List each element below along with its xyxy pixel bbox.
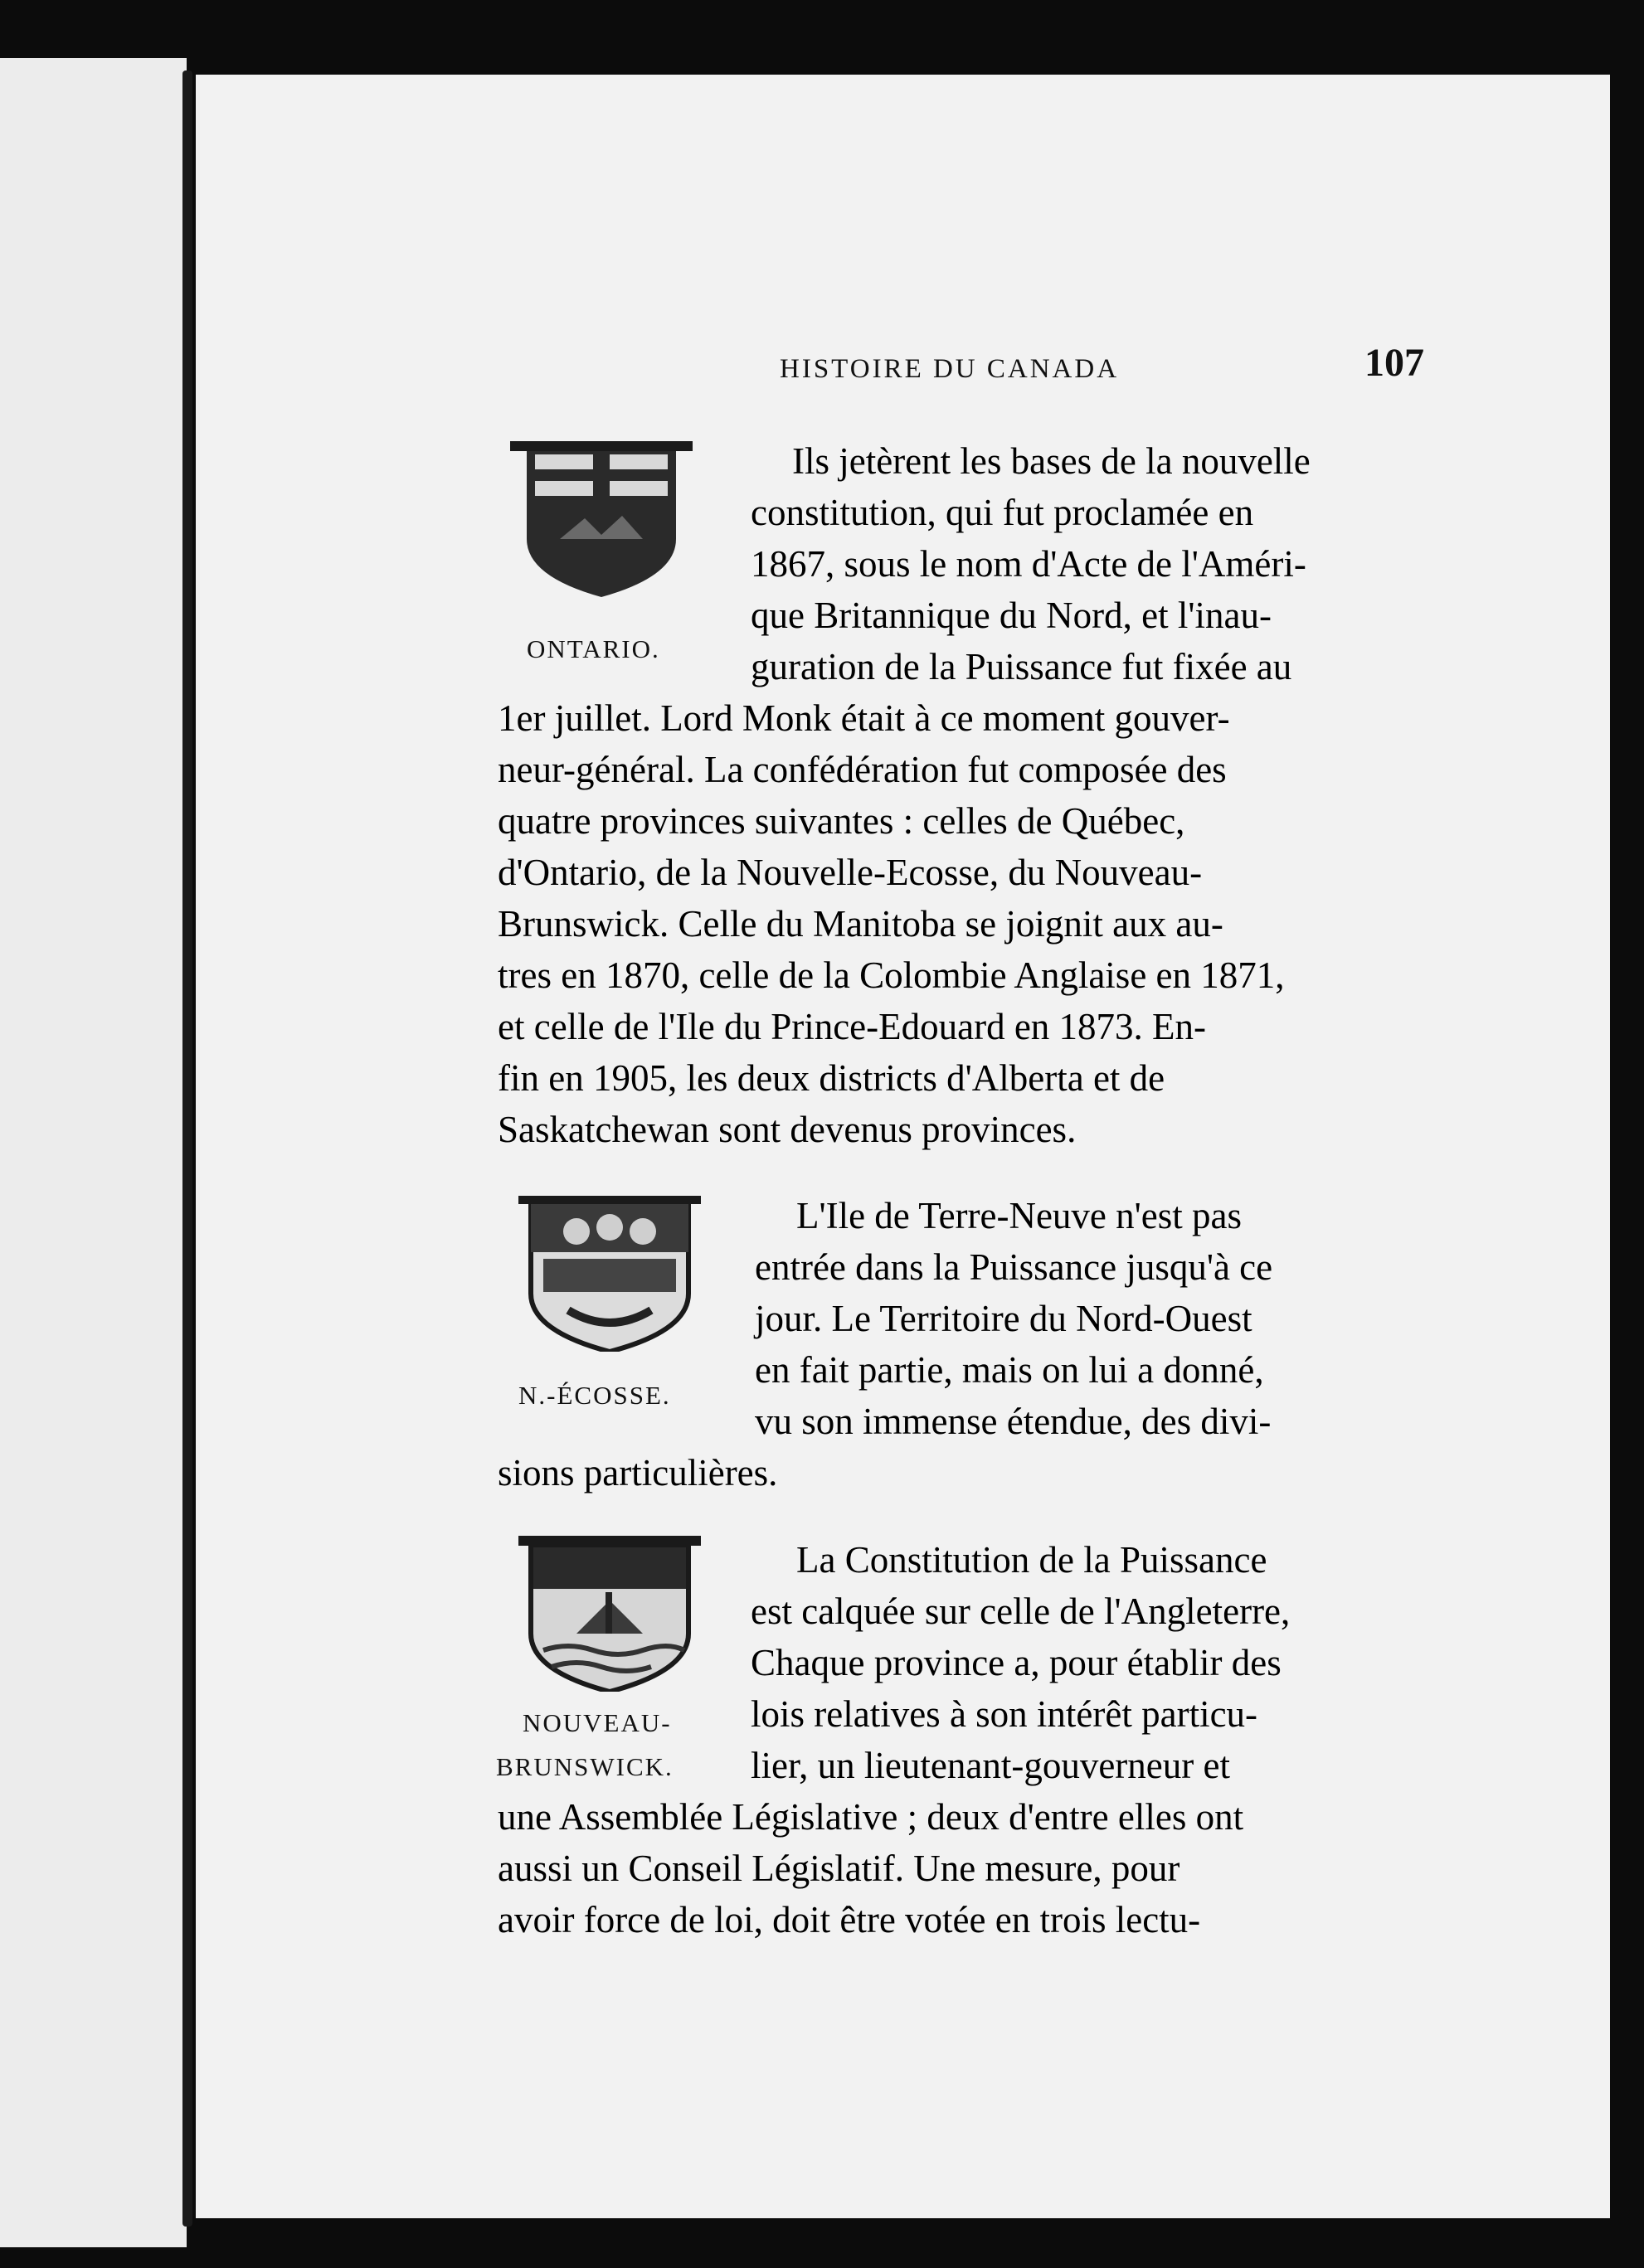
text-line: sions particulières. — [498, 1452, 778, 1493]
text-line: L'Ile de Terre-Neuve n'est pas — [796, 1195, 1242, 1236]
page-number: 107 — [1364, 341, 1424, 385]
text-line: Saskatchewan sont devenus provinces. — [498, 1109, 1077, 1150]
text-line: lois relatives à son intérêt particu- — [751, 1693, 1258, 1735]
text-line: avoir force de loi, doit être votée en trois lectu- — [498, 1899, 1201, 1940]
text-line: La Constitution de la Puissance — [796, 1539, 1267, 1581]
text-line: tres en 1870, celle de la Colombie Anglaise en 1871, — [498, 954, 1285, 996]
facing-page-edge — [0, 58, 187, 2247]
emblem-caption-new-brunswick-2: BRUNSWICK. — [496, 1752, 674, 1781]
emblem-caption-new-brunswick-1: NOUVEAU- — [523, 1708, 672, 1737]
text-line: entrée dans la Puissance jusqu'à ce — [755, 1246, 1273, 1288]
text-line: que Britannique du Nord, et l'inau- — [751, 595, 1272, 636]
text-line: Brunswick. Celle du Manitoba se joignit aux au- — [498, 903, 1223, 945]
emblem-caption-ontario: ONTARIO. — [527, 634, 660, 663]
text-line: quatre provinces suivantes : celles de Québec, — [498, 800, 1185, 842]
text-line: et celle de l'Ile du Prince-Edouard en 1873. En- — [498, 1006, 1207, 1047]
text-line: neur-général. La confédération fut composée des — [498, 749, 1227, 790]
text-line: d'Ontario, de la Nouvelle-Ecosse, du Nouveau- — [498, 852, 1203, 893]
text-line: une Assemblée Législative ; deux d'entre elles ont — [498, 1796, 1244, 1838]
nova-scotia-shield-icon — [518, 1194, 701, 1352]
text-line: est calquée sur celle de l'Angleterre, — [751, 1591, 1291, 1632]
new-brunswick-shield-icon — [518, 1534, 701, 1692]
text-line: constitution, qui fut proclamée en — [751, 492, 1254, 533]
text-line: fin en 1905, les deux districts d'Alberta et de — [498, 1057, 1165, 1099]
ontario-shield-icon — [510, 440, 693, 597]
text-line: aussi un Conseil Législatif. Une mesure, pour — [498, 1848, 1180, 1889]
text-line: en fait partie, mais on lui a donné, — [755, 1349, 1264, 1391]
text-line: 1867, sous le nom d'Acte de l'Améri- — [751, 543, 1306, 585]
text-line: lier, un lieutenant-gouverneur et — [751, 1745, 1230, 1786]
text-line: guration de la Puissance fut fixée au — [751, 646, 1292, 687]
text-line: vu son immense étendue, des divi- — [755, 1401, 1272, 1442]
text-line: jour. Le Territoire du Nord-Ouest — [755, 1298, 1252, 1339]
emblem-caption-nova-scotia: N.-ÉCOSSE. — [518, 1381, 671, 1410]
text-line: Ils jetèrent les bases de la nouvelle — [792, 440, 1311, 482]
book-spine — [182, 70, 192, 2227]
text-line: 1er juillet. Lord Monk était à ce moment gouver- — [498, 697, 1230, 739]
text-line: Chaque province a, pour établir des — [751, 1642, 1282, 1683]
running-title: HISTOIRE DU CANADA — [780, 354, 1120, 384]
